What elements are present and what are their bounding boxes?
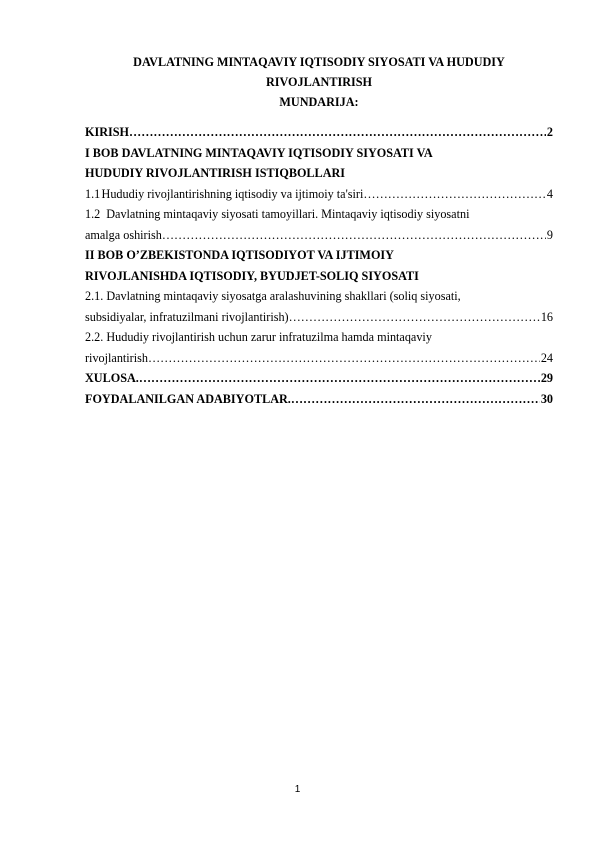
toc-entry-number: 1.2 xyxy=(85,207,101,221)
toc-entry-label: Hududiy rivojlantirishning iqtisodiy va ijtimoiy ta'siri xyxy=(101,186,364,201)
toc-entry-label-line-2: rivojlantirish xyxy=(85,350,148,365)
page-number-footer: 1 xyxy=(294,784,301,795)
title-block xyxy=(85,52,553,112)
toc-leader-dots xyxy=(148,348,540,369)
toc-entry-2-1[interactable] xyxy=(85,286,553,327)
toc-chapter-2-line-2: RIVOJLANISHDA IQTISODIY, BYUDJET-SOLIQ SIYOSATI xyxy=(85,268,419,283)
toc-entry-xulosa[interactable] xyxy=(85,368,553,389)
toc-entry-2-2[interactable] xyxy=(85,327,553,368)
contents-heading: MUNDARIJA: xyxy=(279,95,359,109)
toc-entry-number: 1.1 xyxy=(85,186,101,201)
document-title-line-2: RIVOJLANTIRISH xyxy=(265,75,373,89)
toc-entry-1-1[interactable] xyxy=(85,184,553,205)
toc-leader-dots xyxy=(363,184,546,205)
toc-leader-dots xyxy=(139,368,540,389)
toc-entry-label-line-1: Davlatning mintaqaviy siyosati tamoyillari. Mintaqaviy iqtisodiy siyosatni xyxy=(106,207,470,221)
table-of-contents xyxy=(85,122,553,409)
toc-chapter-1-line-2: HUDUDIY RIVOJLANTIRISH ISTIQBOLLARI xyxy=(85,166,346,180)
toc-entry-label: KIRISH xyxy=(85,125,130,139)
toc-entry-label: FOYDALANILGAN ADABIYOTLAR. xyxy=(85,391,291,406)
toc-page-number: 29 xyxy=(540,371,553,385)
toc-chapter-2[interactable] xyxy=(85,245,553,286)
toc-leader-dots xyxy=(162,225,546,246)
toc-chapter-1-line-1: I BOB DAVLATNING MINTAQAVIY IQTISODIY SIYOSATI VA xyxy=(85,145,433,160)
toc-entry-adabiyotlar[interactable] xyxy=(85,389,553,410)
toc-page-number: 4 xyxy=(546,186,553,201)
toc-leader-dots xyxy=(129,122,546,143)
toc-entry-label-line-1: 2.2. Hududiy rivojlantirish uchun zarur infratuzilma hamda mintaqaviy xyxy=(85,330,432,344)
toc-entry-label-line-2: subsidiyalar, infratuzilmani rivojlantirish) xyxy=(85,309,289,324)
toc-leader-dots xyxy=(291,389,540,410)
toc-page-number: 24 xyxy=(540,350,553,365)
document-title-line-1: DAVLATNING MINTAQAVIY IQTISODIY SIYOSATI VA HUDUDIY xyxy=(133,55,505,69)
toc-entry-label: XULOSA. xyxy=(85,371,139,385)
toc-entry-1-2[interactable] xyxy=(85,204,553,245)
toc-entry-label-line-1: 2.1. Davlatning mintaqaviy siyosatga aralashuvining shakllari (soliq siyosati, xyxy=(85,289,461,303)
toc-entry-label-line-2: amalga oshirish xyxy=(85,227,162,242)
toc-page-number: 9 xyxy=(546,227,553,242)
toc-page-number: 2 xyxy=(546,125,553,139)
toc-chapter-2-line-1: II BOB O’ZBEKISTONDA IQTISODIYOT VA IJTIMOIY xyxy=(85,248,394,262)
toc-page-number: 16 xyxy=(540,309,553,324)
toc-leader-dots xyxy=(289,307,540,328)
toc-chapter-1[interactable] xyxy=(85,143,553,184)
toc-page-number: 30 xyxy=(540,391,553,406)
toc-entry-kirish[interactable] xyxy=(85,122,553,143)
